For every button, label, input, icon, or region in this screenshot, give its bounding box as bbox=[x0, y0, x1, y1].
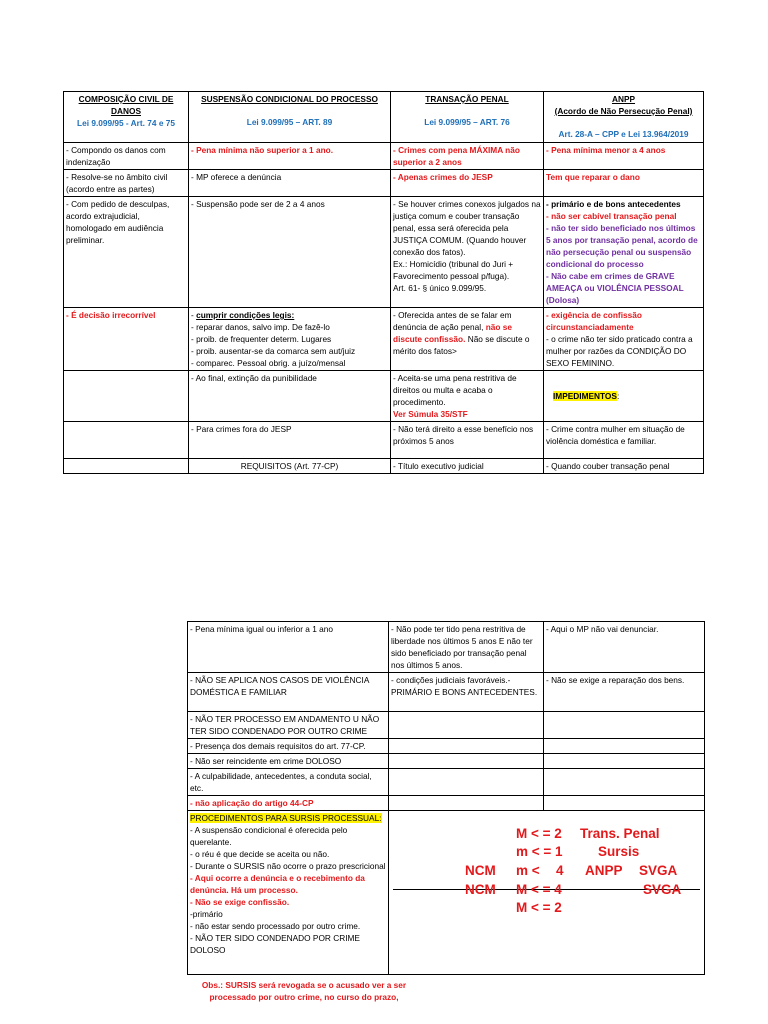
table-cell: - não aplicação do artigo 44-CP bbox=[188, 796, 389, 811]
table-cell: - Aqui o MP não vai denunciar. bbox=[544, 622, 705, 673]
table-cell: - Presença dos demais requisitos do art. 77-CP. bbox=[188, 739, 389, 754]
cell-text: -primário bbox=[190, 909, 223, 919]
table-row bbox=[188, 739, 705, 754]
table-row bbox=[64, 459, 704, 474]
table-row bbox=[64, 170, 704, 197]
cell-text: Ver Súmula 35/STF bbox=[393, 409, 468, 419]
table-cell bbox=[544, 796, 705, 811]
table-row bbox=[64, 308, 704, 371]
table-row bbox=[64, 197, 704, 308]
table-cell bbox=[544, 712, 705, 739]
table-cell: - É decisão irrecorrível bbox=[64, 308, 189, 371]
cell-text: - A suspensão condicional é oferecida pelo querelante. bbox=[190, 825, 348, 847]
header-title-2: (Acordo de Não Persecução Penal) bbox=[554, 106, 693, 116]
requirements-table bbox=[187, 621, 705, 975]
table-cell bbox=[188, 811, 389, 975]
header-cell bbox=[189, 92, 391, 143]
table-row bbox=[188, 622, 705, 673]
table-row bbox=[64, 143, 704, 170]
table-cell: - Apenas crimes do JESP bbox=[391, 170, 544, 197]
table-cell: - NÃO SE APLICA NOS CASOS DE VIOLÊNCIA DOMÉSTICA E FAMILIAR bbox=[188, 673, 389, 712]
table-cell: - Pena mínima menor a 4 anos bbox=[544, 143, 704, 170]
cell-text: - não estar sendo processado por outro crime. bbox=[190, 921, 361, 931]
table-cell bbox=[389, 712, 544, 739]
header-cell bbox=[391, 92, 544, 143]
table-cell: - Compondo os danos com indenização bbox=[64, 143, 189, 170]
table-row bbox=[188, 754, 705, 769]
formula-text: M < = 4 bbox=[516, 882, 562, 897]
cell-text: - Durante o SURSIS não ocorre o prazo prescricional bbox=[190, 861, 386, 871]
cell-text: Não se discute o mérito dos fatos> bbox=[393, 334, 530, 356]
cell-text: - Não se exige confissão. bbox=[190, 897, 290, 907]
header-row bbox=[64, 92, 704, 143]
cell-text: : bbox=[616, 391, 620, 401]
header-law: Art. 28-A – CPP e Lei 13.964/2019 bbox=[558, 129, 689, 139]
formula-text: SVGA bbox=[639, 863, 678, 878]
formula-text: SVGA bbox=[643, 882, 682, 897]
header-law: Lei 9.099/95 – ART. 76 bbox=[424, 117, 510, 127]
comparison-table bbox=[63, 91, 704, 474]
header-cell bbox=[544, 92, 704, 143]
table-cell: Tem que reparar o dano bbox=[544, 170, 704, 197]
table-cell bbox=[544, 197, 704, 308]
impedimentos-label: IMPEDIMENTOS bbox=[553, 391, 617, 401]
cell-text: - não ter sido beneficiado nos últimos 5 anos por transação penal, acordo de não persecução penal ou suspensão condicional do processo bbox=[546, 223, 698, 269]
formula-cell bbox=[389, 811, 705, 975]
table-row bbox=[188, 769, 705, 796]
formula-text: 4 bbox=[556, 863, 564, 878]
observation-note: Obs.: SURSIS será revogada se o acusado ver a ser processado por outro crime, no curso do prazo, bbox=[201, 980, 407, 1002]
table-cell: - Quando couber transação penal bbox=[544, 459, 704, 474]
table-cell: - Pena mínima igual ou inferior a 1 ano bbox=[188, 622, 389, 673]
header-title: COMPOSIÇÃO CIVIL DE DANOS bbox=[78, 94, 174, 116]
cell-text: - o réu é que decide se aceita ou não. bbox=[190, 849, 330, 859]
cell-text: cumprir condições legis: bbox=[196, 310, 295, 320]
cell-text: - comparec. Pessoal obrig. a juízo/mensal bbox=[191, 358, 346, 368]
cell-text: não se discute confissão. bbox=[393, 322, 513, 344]
table-cell bbox=[544, 754, 705, 769]
table-cell: - Para crimes fora do JESP bbox=[189, 422, 391, 459]
table-cell bbox=[389, 754, 544, 769]
cell-text: - Não cabe em crimes de GRAVE AMEAÇA ou VIOLÊNCIA PESSOAL (Dolosa) bbox=[546, 271, 684, 305]
header-title: TRANSAÇÃO PENAL bbox=[425, 94, 509, 104]
table-row bbox=[188, 712, 705, 739]
table-cell: - cumprir condições legis: - reparar danos, salvo imp. De fazê-lo - proib. de frequenter determ. Lugares - proib. ausentar-se da comarca sem aut/juiz - comparec. Pessoal obrig. a juízo/mensal bbox=[189, 308, 391, 371]
table-cell: - NÃO TER PROCESSO EM ANDAMENTO U NÃO TER SIDO CONDENADO POR OUTRO CRIME bbox=[188, 712, 389, 739]
formula-text: M < = 2 bbox=[516, 826, 562, 841]
table-cell: - Resolve-se no âmbito civil (acordo entre as partes) bbox=[64, 170, 189, 197]
table-cell bbox=[544, 739, 705, 754]
cell-text: - Aceita-se uma pena restritiva de direitos ou multa e acaba o procedimento. bbox=[393, 373, 517, 407]
cell-text: Art. 61- § único 9.099/95. bbox=[393, 283, 487, 293]
table-cell: REQUISITOS (Art. 77-CP) bbox=[189, 459, 391, 474]
formula-text: NCM bbox=[465, 863, 496, 878]
table-cell bbox=[544, 308, 704, 371]
cell-text: - proib. ausentar-se da comarca sem aut/juiz bbox=[191, 346, 356, 356]
table-cell bbox=[389, 796, 544, 811]
table-cell bbox=[389, 739, 544, 754]
table-cell: - Não terá direito a esse benefício nos próximos 5 anos bbox=[391, 422, 544, 459]
table-cell: - Não ser reincidente em crime DOLOSO bbox=[188, 754, 389, 769]
table-cell bbox=[391, 197, 544, 308]
table-cell bbox=[391, 308, 544, 371]
header-law: Lei 9.099/95 - Art. 74 e 75 bbox=[77, 118, 175, 128]
table-cell: - A culpabilidade, antecedentes, a conduta social, etc. bbox=[188, 769, 389, 796]
table-cell: - Pena mínima não superior a 1 ano. bbox=[189, 143, 391, 170]
cell-text: - proib. de frequenter determ. Lugares bbox=[191, 334, 332, 344]
cell-text: - reparar danos, salvo imp. De fazê-lo bbox=[191, 322, 330, 332]
table-row bbox=[188, 673, 705, 712]
table-cell: - Crimes com pena MÁXIMA não superior a 2 anos bbox=[391, 143, 544, 170]
cell-text: - exigência de confissão circunstanciadamente bbox=[546, 310, 642, 332]
cell-text: - o crime não ter sido praticado contra a mulher por razões da CONDIÇÃO DO SEXO FEMININO. bbox=[546, 334, 693, 368]
table-row bbox=[64, 371, 704, 422]
formula-text: m < = 1 bbox=[516, 844, 563, 859]
table-cell: - Com pedido de desculpas, acordo extrajudicial, homologado em audiência preliminar. bbox=[64, 197, 189, 308]
header-law: Lei 9.099/95 – ART. 89 bbox=[246, 117, 333, 127]
formula-text: M < = 2 bbox=[516, 900, 562, 915]
table-cell bbox=[389, 769, 544, 796]
header-cell bbox=[64, 92, 189, 143]
table-cell: - Título executivo judicial bbox=[391, 459, 544, 474]
formula-text: Sursis bbox=[598, 844, 640, 859]
cell-text: - Se houver crimes conexos julgados na justiça comum e couber transação penal, essa será oferecida pela JUSTIÇA COMUM. (Quando houver conexão dos fatos). bbox=[393, 199, 541, 257]
table-cell: - condições judiciais favoráveis.- PRIMÁRIO E BONS ANTECEDENTES. bbox=[389, 673, 544, 712]
table-cell bbox=[64, 422, 189, 459]
table-cell: - Ao final, extinção da punibilidade bbox=[189, 371, 391, 422]
formula-text: Trans. Penal bbox=[580, 826, 660, 841]
cell-text: Ex.: Homicídio (tribunal do Juri + Favorecimento pessoal p/fuga). bbox=[393, 259, 514, 281]
cell-text: - NÃO TER SIDO CONDENADO POR CRIME DOLOSO bbox=[190, 933, 360, 955]
table-cell: - Crime contra mulher em situação de violência doméstica e familiar. bbox=[544, 422, 704, 459]
formula-text: ANPP bbox=[585, 863, 623, 878]
cell-text: - primário e de bons antecedentes bbox=[546, 199, 681, 209]
table-cell bbox=[64, 459, 189, 474]
table-cell bbox=[544, 769, 705, 796]
table-cell bbox=[544, 371, 704, 422]
table-cell: - Não pode ter tido pena restritiva de liberdade nos últimos 5 anos E não ter sido beneficiado por transação penal nos últimos 5 anos. bbox=[389, 622, 544, 673]
table-cell: - Não se exige a reparação dos bens. bbox=[544, 673, 705, 712]
procedures-title: PROCEDIMENTOS PARA SURSIS PROCESSUAL: bbox=[190, 813, 382, 823]
table-cell bbox=[391, 371, 544, 422]
cell-text: - não ser cabível transação penal bbox=[546, 211, 677, 221]
table-cell: - Suspensão pode ser de 2 a 4 anos bbox=[189, 197, 391, 308]
table-cell: - MP oferece a denúncia bbox=[189, 170, 391, 197]
table-row bbox=[64, 422, 704, 459]
header-title: ANPP bbox=[611, 94, 636, 104]
cell-text: - Aqui ocorre a denúncia e o recebimento da denúncia. Há um processo. bbox=[190, 873, 365, 895]
table-cell bbox=[64, 371, 189, 422]
cell-text: - Oferecida antes de se falar em denúncia de ação penal, bbox=[393, 310, 512, 332]
formula-text: NCM bbox=[465, 882, 496, 897]
formula-text: m < bbox=[516, 863, 540, 878]
table-row bbox=[188, 796, 705, 811]
header-title: SUSPENSÃO CONDICIONAL DO PROCESSO bbox=[201, 94, 378, 104]
table-row bbox=[188, 811, 705, 975]
